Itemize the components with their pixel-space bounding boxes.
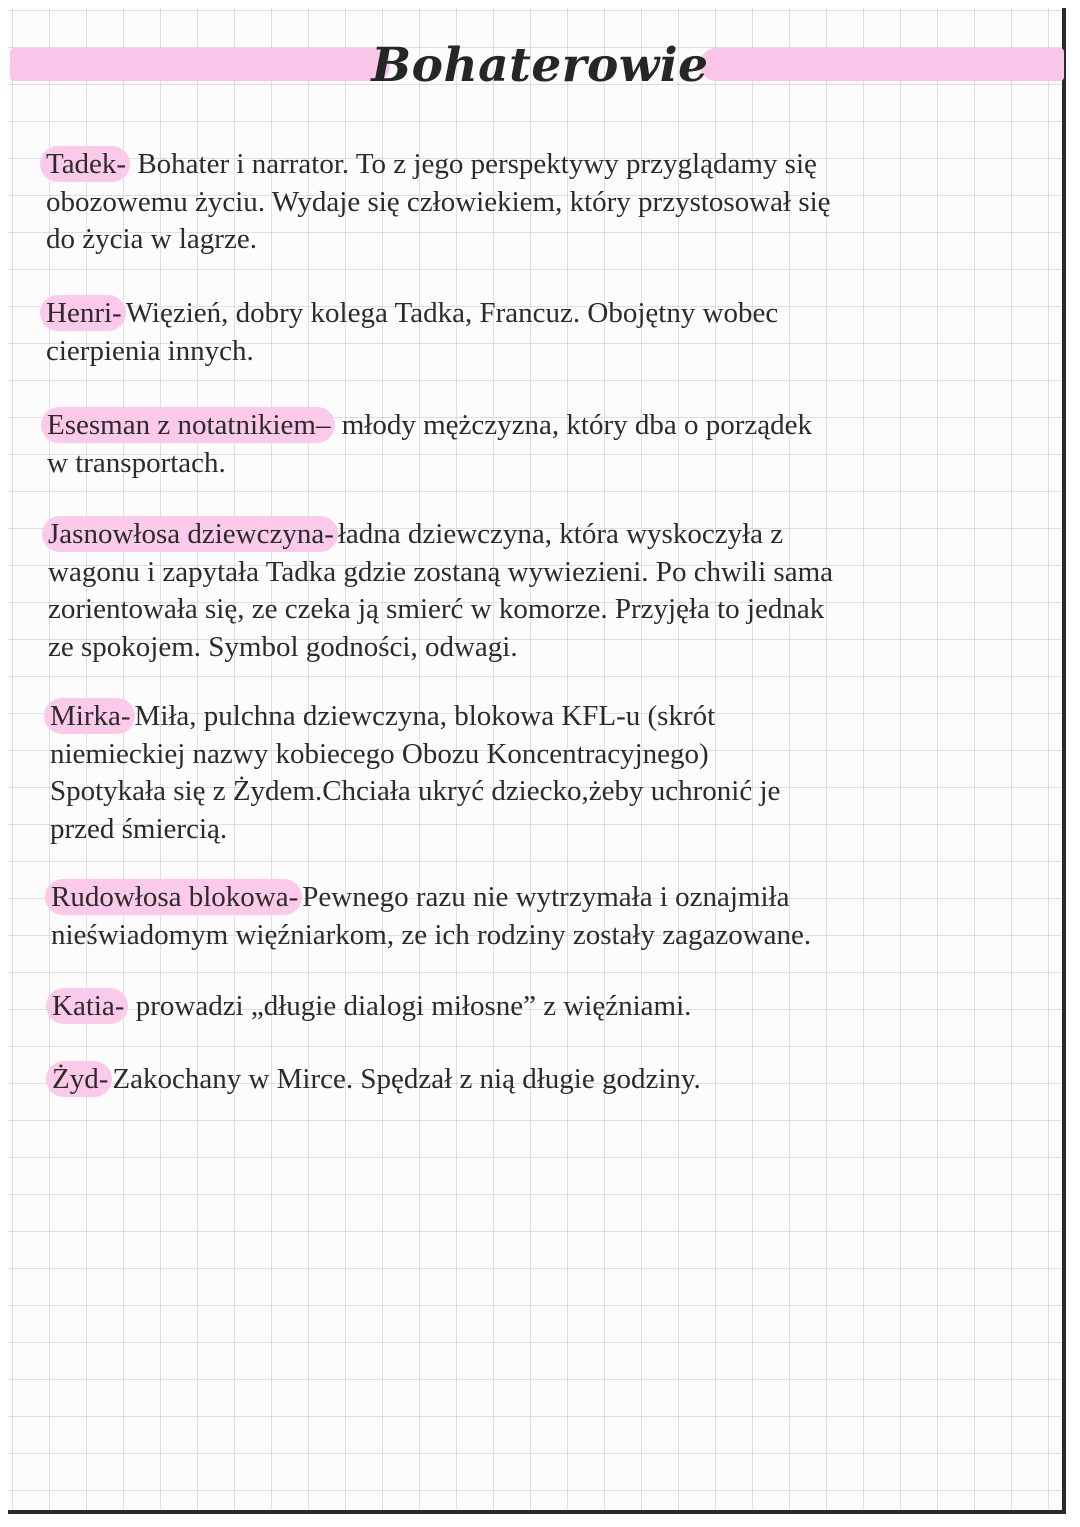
entry-text-line: ze spokojem. Symbol godności, odwagi. (48, 630, 518, 663)
entry-text-line: prowadzi „długie dialogi miłosne” z więźniami. (128, 990, 692, 1022)
entry-text-line: do życia w lagrze. (46, 223, 257, 255)
character-name: Henri- (40, 295, 126, 331)
entry-text-line: wagonu i zapytała Tadka gdzie zostaną wywiezieni. Po chwili sama (48, 555, 834, 588)
entry-text-line: nieświadomym więźniarkom, ze ich rodziny zostały zagazowane. (51, 918, 812, 951)
character-name: Tadek- (40, 146, 130, 182)
entry-jasnowlosa-dziewczyna (48, 516, 833, 666)
entry-text-line: Bohater i narrator. To z jego perspektywy przyglądamy się (130, 148, 817, 180)
entry-text-line: Spotykała się z Żydem.Chciała ukryć dziecko,żeby uchronić je (50, 775, 781, 807)
entry-text-line: Więzień, dobry kolega Tadka, Francuz. Obojętny wobec (125, 297, 779, 329)
entry-text-line: obozowemu życiu. Wydaje się człowiekiem, który przystosował się (46, 185, 831, 218)
page-title: Bohaterowie (371, 38, 709, 93)
entry-tadek (46, 146, 831, 259)
character-name: Mirka- (44, 698, 135, 734)
entry-text-line: w transportach. (47, 446, 226, 479)
entry-text-line: Miła, pulchna dziewczyna, blokowa KFL-u (skrót (134, 700, 716, 732)
entry-mirka (50, 698, 780, 848)
entry-henri (46, 295, 778, 370)
character-name: Rudowłosa blokowa- (45, 879, 302, 915)
character-name: Esesman z notatnikiem– (41, 407, 335, 443)
entry-rudowlosa-blokowa (51, 879, 811, 954)
entry-text-line: ładna dziewczyna, która wyskoczyła z (337, 518, 784, 550)
character-name: Jasnowłosa dziewczyna- (42, 516, 338, 552)
entry-text-line: młody mężczyzna, który dba o porządek (334, 409, 813, 441)
character-name: Żyd- (46, 1061, 112, 1097)
entry-text-line: przed śmiercią. (50, 812, 228, 845)
entry-text-line: Pewnego razu nie wytrzymała i oznajmiła (302, 881, 790, 913)
entry-text-line: Zakochany w Mirce. Spędzał z nią długie godziny. (112, 1063, 701, 1095)
character-name: Katia- (46, 988, 128, 1024)
entry-text-line: cierpienia innych. (46, 334, 254, 367)
entry-katia (52, 988, 691, 1026)
entry-text-line: zorientowała się, ze czeka ją smierć w komorze. Przyjęła to jednak (48, 593, 825, 625)
entry-esesman (47, 407, 812, 482)
entry-zyd (52, 1061, 701, 1099)
entry-text-line: niemieckiej nazwy kobiecego Obozu Koncentracyjnego) (50, 737, 709, 770)
